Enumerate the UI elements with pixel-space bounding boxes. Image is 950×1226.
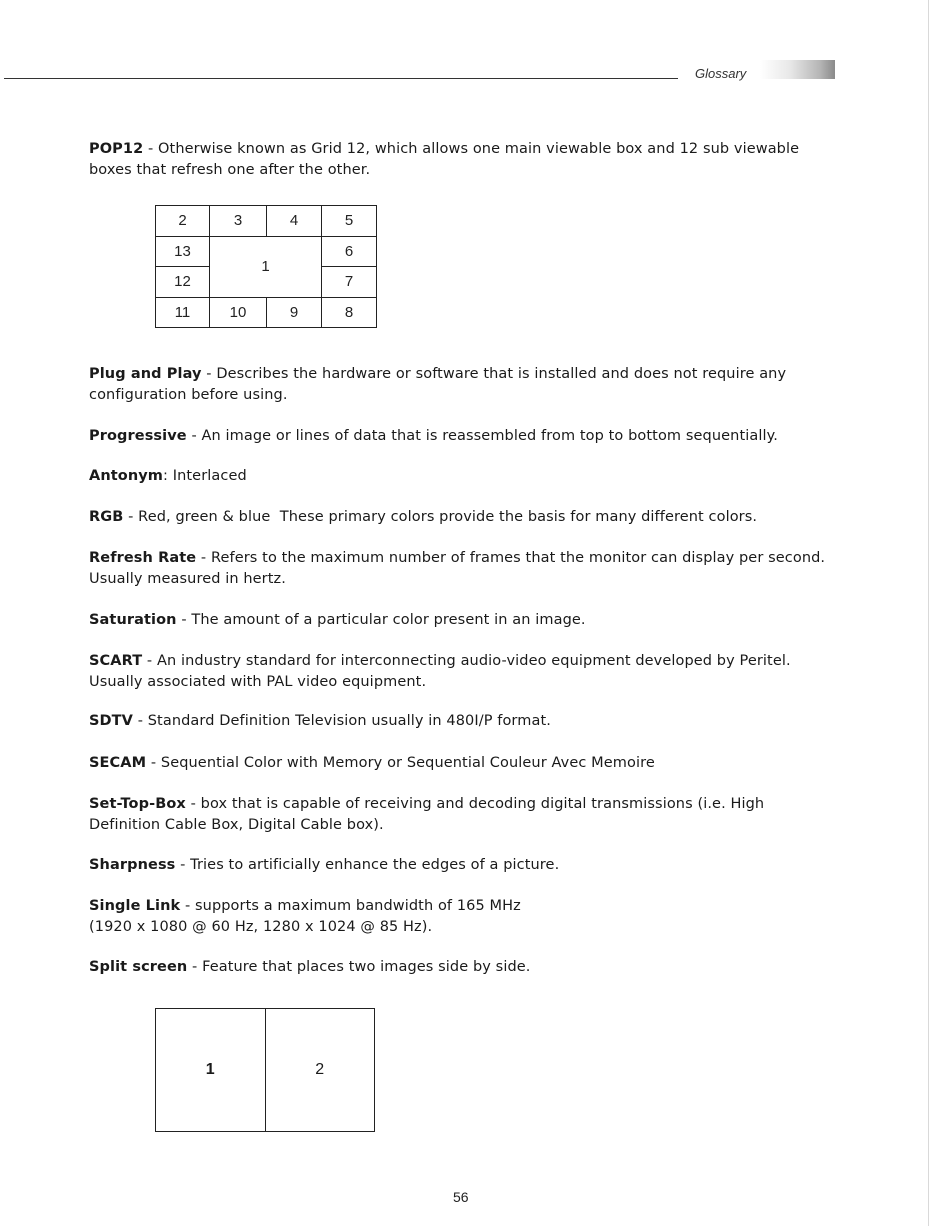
entry-refresh-rate [89,548,829,589]
entry-split-screen [89,957,849,978]
page-edge [928,0,929,1226]
entry-secam [89,753,849,774]
term-scart: SCART [89,653,143,669]
entry-rgb [89,507,849,528]
definition-rgb: - Red, green & blue These primary colors provide the basis for many different colors. [123,509,758,525]
term-sharpness: Sharpness [89,857,176,873]
grid-main-cell: 1 [210,236,322,297]
term-progressive: Progressive [89,428,187,444]
term-pop12: POP12 [89,141,144,157]
term-set-top-box: Set-Top-Box [89,796,186,812]
term-antonym: Antonym [89,468,164,484]
term-refresh-rate: Refresh Rate [89,550,197,566]
pop12-grid-diagram [155,205,377,328]
grid-cell: 11 [156,297,210,328]
grid-row [156,236,377,267]
grid-cell: 4 [267,206,322,237]
definition-set-top-box: - box that is capable of receiving and decoding digital transmissions (i.e. High Definition Cable Box, Digital Cable box). [89,796,765,833]
page-number: 56 [453,1189,469,1205]
entry-sdtv [89,711,849,732]
definition-sdtv: - Standard Definition Television usually in 480I/P format. [133,713,551,729]
grid-row [156,297,377,328]
split-left-pane: 1 [156,1009,266,1131]
grid-cell: 7 [322,267,377,298]
entry-sharpness [89,855,849,876]
definition-single-link-line2: (1920 x 1080 @ 60 Hz, 1280 x 1024 @ 85 Hz). [89,918,433,935]
definition-secam: - Sequential Color with Memory or Sequential Couleur Avec Memoire [146,755,655,771]
grid-cell: 5 [322,206,377,237]
grid-row [156,206,377,237]
entry-antonym [89,466,849,487]
grid-cell: 12 [156,267,210,298]
grid-cell: 10 [210,297,267,328]
entry-pop12 [89,139,809,180]
entry-single-link [89,896,849,937]
grid-cell: 2 [156,206,210,237]
definition-refresh-rate: - Refers to the maximum number of frames that the monitor can display per second. Usually measured in hertz. [89,550,826,587]
term-plug-and-play: Plug and Play [89,366,202,382]
term-rgb: RGB [89,509,124,525]
section-tab-gradient [760,60,835,79]
section-label: Glossary [695,66,747,81]
entry-scart [89,651,814,692]
term-secam: SECAM [89,755,147,771]
grid-cell: 8 [322,297,377,328]
term-sdtv: SDTV [89,713,133,729]
header-rule [4,78,678,79]
entry-set-top-box [89,794,789,835]
grid-cell: 9 [267,297,322,328]
definition-progressive: - An image or lines of data that is reassembled from top to bottom sequentially. [186,428,778,444]
entry-progressive [89,426,849,447]
grid-cell: 6 [322,236,377,267]
entry-plug-and-play [89,364,809,405]
definition-saturation: - The amount of a particular color present in an image. [176,612,586,628]
grid-cell: 13 [156,236,210,267]
split-right-pane: 2 [315,1061,325,1078]
grid-cell: 3 [210,206,267,237]
definition-antonym: : Interlaced [163,468,247,484]
definition-pop12: - Otherwise known as Grid 12, which allows one main viewable box and 12 sub viewable boxes that refresh one after the other. [89,141,800,178]
definition-plug-and-play: - Describes the hardware or software that is installed and does not require any configuration before using. [89,366,787,403]
definition-single-link-line1: - supports a maximum bandwidth of 165 MHz [180,898,521,914]
definition-sharpness: - Tries to artificially enhance the edges of a picture. [175,857,560,873]
entry-saturation [89,610,849,631]
term-single-link: Single Link [89,898,181,914]
split-screen-diagram [155,1008,375,1132]
definition-split-screen: - Feature that places two images side by side. [187,959,531,975]
term-split-screen: Split screen [89,959,188,975]
term-saturation: Saturation [89,612,177,628]
definition-scart: - An industry standard for interconnecting audio-video equipment developed by Peritel. Usually associated with PAL video equipment. [89,653,791,690]
